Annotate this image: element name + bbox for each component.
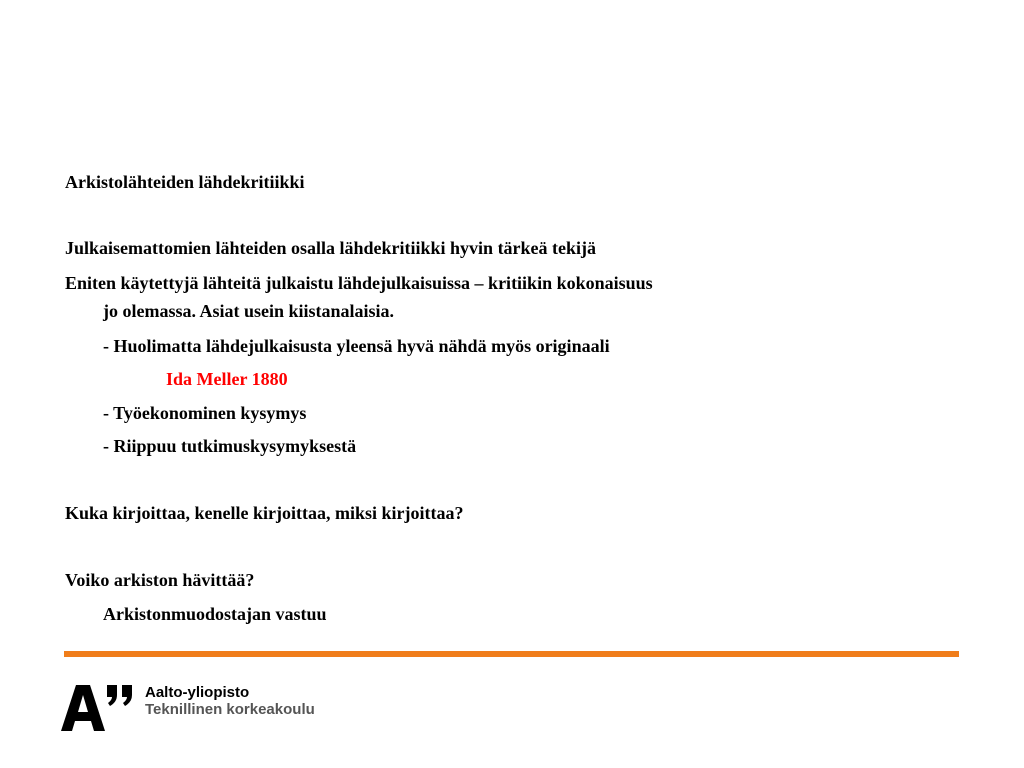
aalto-logo-icon: [61, 684, 136, 732]
org-name: Aalto-yliopisto: [145, 684, 250, 701]
question-who: Kuka kirjoittaa, kenelle kirjoittaa, miksi kirjoittaa?: [65, 503, 464, 523]
answer-destroy: Arkistonmuodostajan vastuu: [103, 604, 327, 624]
org-subtitle: Teknillinen korkeakoulu: [145, 701, 315, 718]
bullet-original: - Huolimatta lähdejulkaisusta yleensä hyvä nähdä myös originaali: [103, 336, 610, 356]
footer-divider: [64, 651, 959, 657]
example-highlight: Ida Meller 1880: [166, 369, 288, 389]
paragraph-most-used-line1: Eniten käytettyjä lähteitä julkaistu lähdejulkaisuissa – kritiikin kokonaisuus: [65, 273, 653, 293]
bullet-research: - Riippuu tutkimuskysymyksestä: [103, 436, 357, 456]
slide-title: Arkistolähteiden lähdekritiikki: [65, 172, 305, 192]
question-destroy: Voiko arkiston hävittää?: [65, 570, 255, 590]
org-label: [145, 684, 315, 718]
bullet-economy: - Työekonominen kysymys: [103, 403, 307, 423]
paragraph-most-used-line2: jo olemassa. Asiat usein kiistanalaisia.: [103, 301, 395, 321]
paragraph-unpublished: Julkaisemattomien lähteiden osalla lähdekritiikki hyvin tärkeä tekijä: [65, 238, 597, 258]
